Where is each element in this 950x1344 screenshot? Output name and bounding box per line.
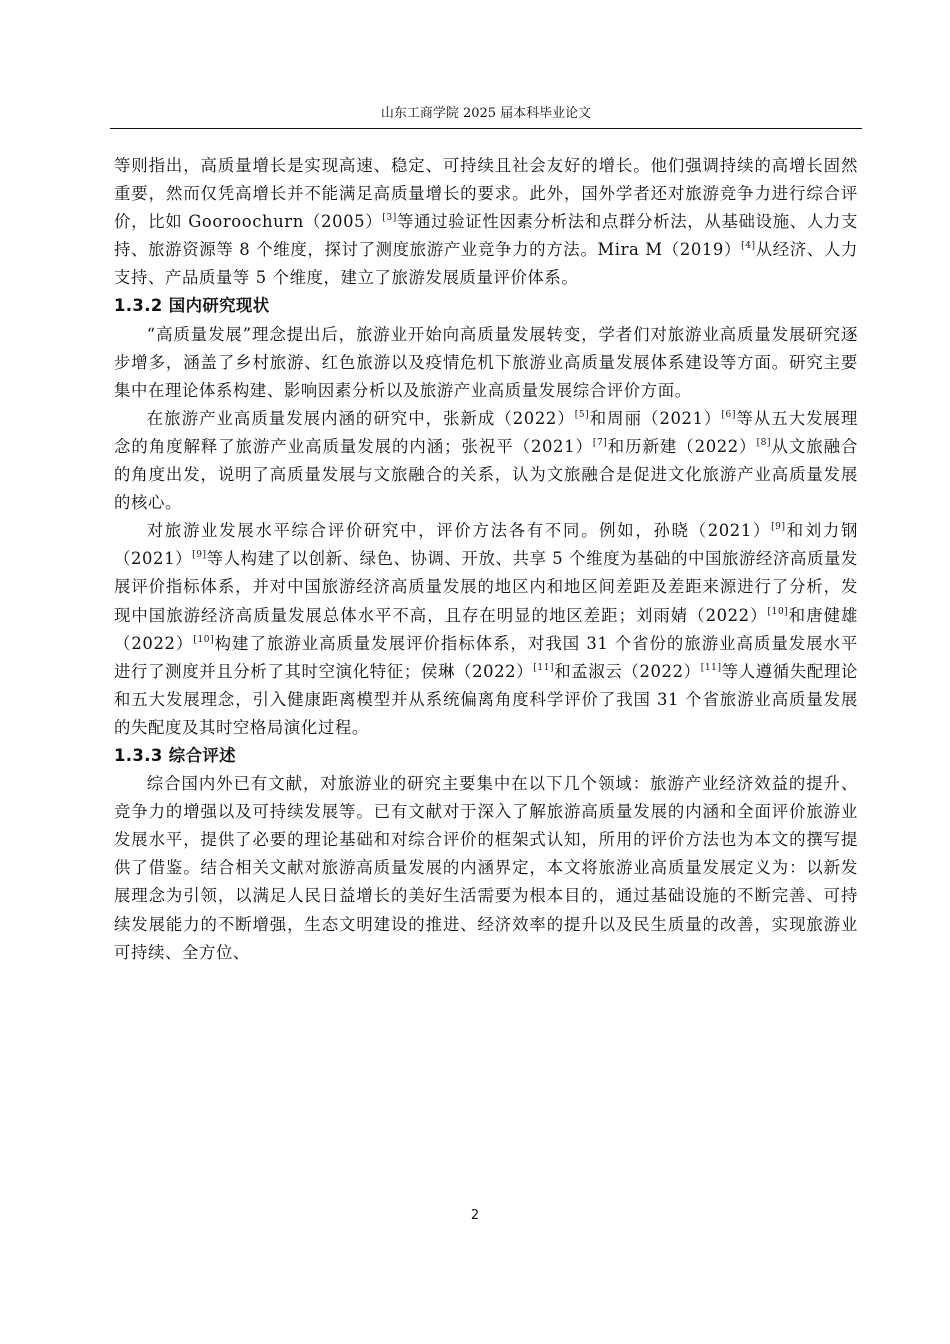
citation: [4] [741, 241, 756, 252]
page-number: 2 [470, 1208, 480, 1223]
paragraph-review: 综合国内外已有文献，对旅游业的研究主要集中在以下几个领域：旅游产业经济效益的提升、竞争力的增强以及可持续发展等。已有文献对于深入了解旅游高质量发展的内涵和全面评价旅游业发展水平，提供了必要的理论基础和对综合评价的框架式认知，所用的评价方法也为本文的撰写提供了借鉴。结合相关文献对旅游高质量发展的内涵界定，本文将旅游业高质量发展定义为：以新发展理念为引领，以满足人民日益增长的美好生活需要为根本目的，通过基础设施的不断完善、可持续发展能力的不断增强，生态文明建设的推进、经济效率的提升以及民生质量的改善，实现旅游业可持续、全方位、 [114, 774, 858, 962]
section-heading-domestic: 1.3.2 国内研究现状 [114, 296, 270, 316]
body-text [114, 152, 858, 967]
citation: [9] [771, 522, 786, 533]
paragraph-text: 等通过验证性因素分析法和点群分析法，从基础设施、人力支持、旅游资源等 8 个维度，探讨了测度旅游产业竞争力的方法。Mira M（2019） [114, 212, 858, 260]
citation: [11] [533, 662, 555, 673]
paragraph-evaluation [114, 517, 858, 742]
citation: [6] [721, 409, 736, 420]
paragraph-text: 等则指出，高质量增长是实现高速、稳定、可持续且社会友好的增长。他们强调持续的高增长固然重要，然而仅凭高增长并不能满足高质量增长的要求。此外，国外学者还对旅游竞争力进行综合评价，比如 Gooroochurn（2005） [114, 156, 858, 232]
citation: [5] [574, 409, 590, 420]
paragraph-foreign-research [114, 152, 858, 292]
page-header: 山东工商学院 2025 届本科毕业论文 [380, 106, 592, 121]
paragraph-text: 从文旅融合的角度出发，说明了高质量发展与文旅融合的关系，认为文旅融合是促进文化旅游产业高质量发展的核心。 [114, 436, 858, 513]
paragraph-text: 构建了旅游业高质量发展评价指标体系，对我国 31 个省份的旅游业高质量发展水平进行了测度并且分析了其时空演化特征；侯琳（2022） [114, 633, 858, 681]
paragraph-text: 和唐健雄（2022） [114, 605, 858, 653]
citation: [11] [700, 662, 722, 673]
paragraph-text: 和周丽（2021） [589, 408, 722, 428]
paragraph-text: 等人遵循失配理论和五大发展理念，引入健康距离模型并从系统偏离角度科学评价了我国 31 个省旅游业高质量发展的失配度及其时空格局演化过程。 [114, 661, 858, 737]
paragraph-text: 对旅游业发展水平综合评价研究中，评价方法各有不同。例如，孙晓（2021） [146, 521, 772, 541]
citation: [10] [767, 606, 789, 617]
paragraph-connotation [114, 405, 858, 517]
paragraph-text: 和历新建（2022） [607, 436, 757, 456]
section-heading-review: 1.3.3 综合评述 [114, 745, 236, 765]
citation: [10] [193, 634, 215, 645]
header-divider [110, 128, 862, 129]
paragraph-text: 从经济、人力支持、产品质量等 5 个维度，建立了旅游发展质量评价体系。 [114, 240, 858, 288]
citation: [3] [382, 213, 397, 224]
paragraph-text: 等人构建了以创新、绿色、协调、开放、共享 5 个维度为基础的中国旅游经济高质量发展评价指标体系，并对中国旅游经济高质量发展的地区内和地区间差距及差距来源进行了分析，发现中国旅游经济高质量发展总体水平不高，且存在明显的地区差距；刘雨婧（2022） [114, 549, 858, 625]
paragraph-text: 和刘力钢（2021） [114, 521, 859, 569]
citation: [7] [592, 437, 608, 448]
citation: [9] [192, 550, 207, 561]
citation: [8] [756, 437, 772, 448]
paragraph-text: 等从五大发展理念的角度解释了旅游产业高质量发展的内涵；张祝平（2021） [114, 408, 858, 456]
paragraph-text: 在旅游产业高质量发展内涵的研究中，张新成（2022） [146, 408, 575, 428]
paragraph-domestic-overview: “高质量发展”理念提出后，旅游业开始向高质量发展转变，学者们对旅游业高质量发展研究逐步增多，涵盖了乡村旅游、红色旅游以及疫情危机下旅游业高质量发展体系建设等方面。研究主要集中在理论体系构建、影响因素分析以及旅游产业高质量发展综合评价方面。 [114, 324, 858, 400]
paragraph-text: 和孟淑云（2022） [554, 661, 701, 681]
